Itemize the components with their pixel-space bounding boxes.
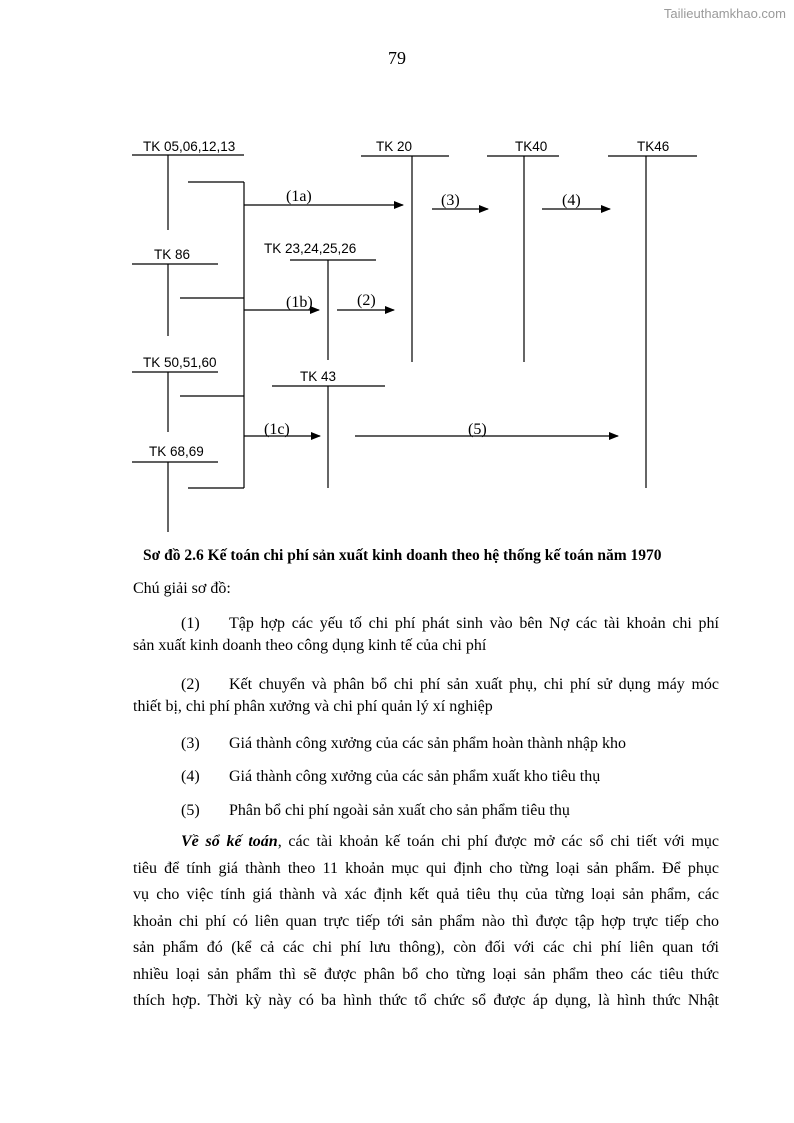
figure-caption: Sơ đồ 2.6 Kế toán chi phí sản xuất kinh doanh theo hệ thống kế toán năm 1970: [143, 547, 662, 564]
legend-num: (3): [181, 735, 200, 752]
legend-item-3: [133, 733, 767, 755]
legend-num: (2): [181, 676, 200, 693]
t-account-tk-40: [487, 156, 559, 362]
paragraph-lead: Về sổ kế toán: [181, 833, 278, 850]
t-account-tk-86: [132, 264, 218, 336]
paragraph-line: thích hợp. Thời kỳ này có ba hình thức tổ chức sổ được áp dụng, là hình thức Nhật: [133, 992, 719, 1009]
paragraph-line: nhiều loại sản phẩm thì sẽ được phân bổ cho từng loại sản phẩm theo các tiêu thức: [133, 965, 719, 983]
label-tk-40: TK40: [515, 139, 548, 154]
legend-text: Phân bổ chi phí ngoài sản xuất cho sản phẩm tiêu thụ: [229, 802, 570, 819]
t-account-tk-46: [608, 156, 697, 488]
t-account-tk-68: [132, 462, 218, 532]
edge-label-3: (3): [441, 192, 460, 209]
edge-label-2: (2): [357, 292, 376, 309]
legend-num: (1): [181, 615, 200, 632]
watermark: Tailieuthamkhao.com: [663, 6, 786, 21]
legend-text: Tập hợp các yếu tố chi phí phát sinh vào bên Nợ các tài khoản chi phí: [229, 615, 719, 632]
label-tk-68: TK 68,69: [149, 444, 204, 459]
label-tk-23: TK 23,24,25,26: [264, 241, 357, 256]
t-account-tk-05: [132, 155, 244, 230]
label-tk-86: TK 86: [154, 247, 191, 262]
paragraph-line: vụ cho việc tính giá thành và xác định kết quả tiêu thụ của từng loại sản phẩm, các: [133, 886, 719, 903]
label-tk-46: TK46: [637, 139, 670, 154]
legend-text-cont: sản xuất kinh doanh theo công dụng kinh tế của chi phí: [133, 637, 487, 654]
collector-line: [180, 182, 244, 488]
t-account-tk-20: [361, 156, 449, 362]
paragraph-line: [133, 829, 719, 856]
legend-item-2: [133, 674, 719, 718]
label-tk-50: TK 50,51,60: [143, 355, 217, 370]
accounting-diagram: [0, 0, 794, 540]
edge-label-1c: (1c): [264, 421, 290, 438]
label-tk-05: TK 05,06,12,13: [143, 139, 236, 154]
edge-label-1b: (1b): [286, 294, 313, 311]
legend-text: Giá thành công xưởng của các sản phẩm xuất kho tiêu thụ: [229, 768, 601, 785]
legend-text-cont: thiết bị, chi phí phân xưởng và chi phí quản lý xí nghiệp: [133, 698, 493, 715]
edge-label-4: (4): [562, 192, 581, 209]
legend-text: Giá thành công xưởng của các sản phẩm hoàn thành nhập kho: [229, 735, 627, 752]
paragraph-line: khoản chi phí có liên quan trực tiếp tới sản phẩm nào thì được tập hợp trực tiếp cho: [133, 912, 719, 930]
page-number: 79: [388, 48, 406, 68]
paragraph-line: tiêu để tính giá thành theo 11 khoản mục qui định cho từng loại sản phẩm. Để phục: [133, 859, 719, 877]
label-tk-43: TK 43: [300, 369, 337, 384]
edge-label-5: (5): [468, 421, 487, 438]
paragraph-line: sản phẩm đó (kể cả các chi phí lưu thông), còn đối với các chi phí liên quan tới: [133, 939, 719, 956]
legend-item-4: [133, 766, 767, 788]
t-account-tk-50: [132, 372, 218, 432]
legend-text: Kết chuyển và phân bổ chi phí sản xuất phụ, chi phí sử dụng máy móc: [229, 676, 719, 693]
legend-num: (4): [181, 768, 200, 785]
legend-title: Chú giải sơ đồ:: [133, 580, 231, 597]
label-tk-20: TK 20: [376, 139, 413, 154]
body-paragraph: [133, 829, 719, 1015]
paragraph-line-rest: , các tài khoản kế toán chi phí được mở các sổ chi tiết với mục: [277, 833, 719, 850]
legend-item-1: [133, 613, 719, 657]
edge-label-1a: (1a): [286, 188, 312, 205]
legend-item-5: [133, 800, 767, 822]
legend-num: (5): [181, 802, 200, 819]
